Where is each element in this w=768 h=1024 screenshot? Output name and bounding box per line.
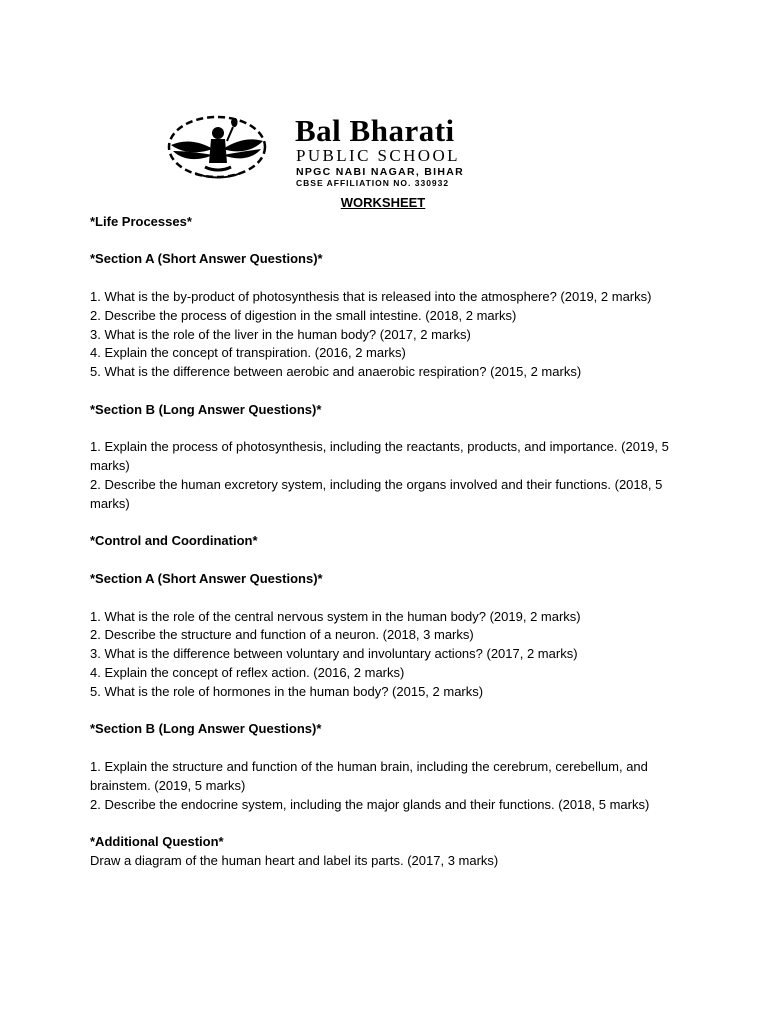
worksheet-content <box>90 194 680 871</box>
question-item: 3. What is the difference between voluntary and involuntary actions? (2017, 2 marks) <box>90 646 578 662</box>
additional-heading: *Additional Question* <box>90 834 224 850</box>
school-emblem-icon <box>165 111 277 187</box>
school-affiliation: CBSE AFFILIATION NO. 330932 <box>296 178 450 188</box>
chapter-heading: *Life Processes* <box>90 213 192 229</box>
question-item: 4. Explain the concept of transpiration. (2016, 2 marks) <box>90 345 406 361</box>
question-item: 4. Explain the concept of reflex action. (2016, 2 marks) <box>90 664 405 680</box>
school-name: Bal Bharati <box>295 113 455 148</box>
section-heading: *Section B (Long Answer Questions)* <box>90 401 322 417</box>
question-item: 1. Explain the process of photosynthesis, including the reactants, products, and importance. (2019, 5 marks) <box>90 439 669 474</box>
question-item: 2. Describe the human excretory system, including the organs involved and their functions. (2018, 5 marks) <box>90 476 663 511</box>
question-item: 3. What is the role of the liver in the human body? (2017, 2 marks) <box>90 326 471 342</box>
section-heading: *Section A (Short Answer Questions)* <box>90 570 323 586</box>
section-heading: *Section B (Long Answer Questions)* <box>90 721 322 737</box>
question-item: 5. What is the difference between aerobic and anaerobic respiration? (2015, 2 marks) <box>90 364 582 380</box>
school-type: PUBLIC SCHOOL <box>296 146 460 165</box>
additional-question: Draw a diagram of the human heart and label its parts. (2017, 3 marks) <box>90 852 499 868</box>
question-item: 2. Describe the process of digestion in the small intestine. (2018, 2 marks) <box>90 307 517 323</box>
question-item: 1. What is the role of the central nervous system in the human body? (2019, 2 marks) <box>90 608 581 624</box>
school-header <box>165 111 525 187</box>
question-item: 2. Describe the structure and function of a neuron. (2018, 3 marks) <box>90 627 474 643</box>
question-item: 1. What is the by-product of photosynthesis that is released into the atmosphere? (2019, 2 marks) <box>90 288 652 304</box>
question-item: 1. Explain the structure and function of the human brain, including the cerebrum, cerebellum, and brainstem. (2019, 5 marks) <box>90 758 648 793</box>
school-address: NPGC NABI NAGAR, BIHAR <box>296 166 465 178</box>
worksheet-title: WORKSHEET <box>340 195 426 210</box>
section-heading: *Section A (Short Answer Questions)* <box>90 251 323 267</box>
question-item: 2. Describe the endocrine system, including the major glands and their functions. (2018, 5 marks) <box>90 796 650 812</box>
chapter-heading: *Control and Coordination* <box>90 533 258 549</box>
question-item: 5. What is the role of hormones in the human body? (2015, 2 marks) <box>90 683 484 699</box>
